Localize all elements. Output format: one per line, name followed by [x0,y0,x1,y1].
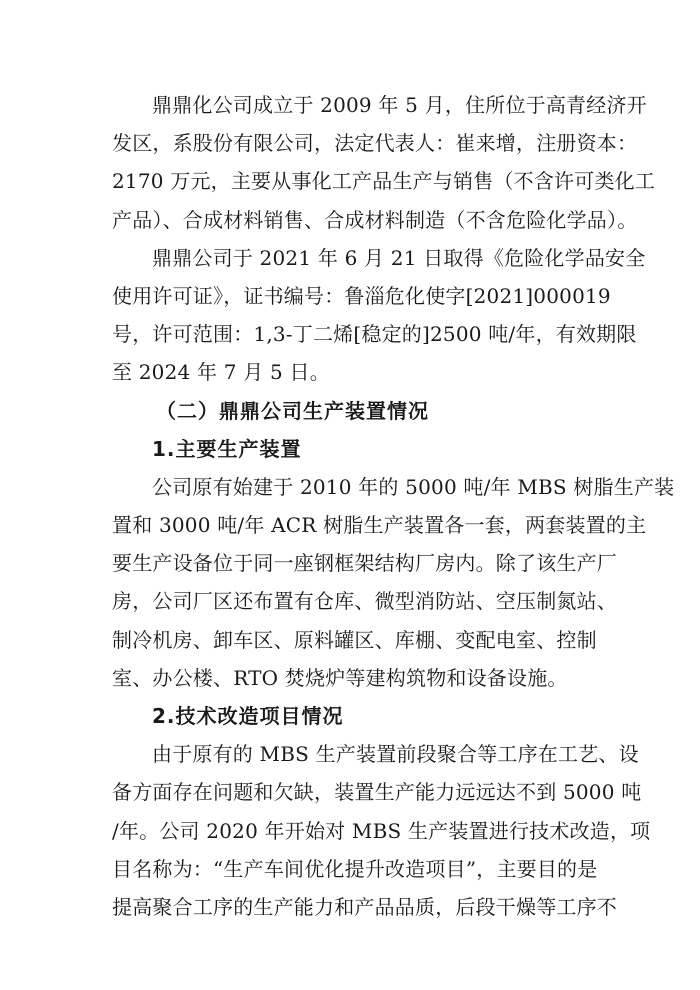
text-line: 鼎鼎化公司成立于 2009 年 5 月，住所位于高青经济开 [152,93,647,117]
paragraph-renovation-info [112,735,651,926]
text-line: 发区，系股份有限公司，法定代表人：崔来增，注册资本： [112,131,638,156]
subheading-main-equipment: 1.主要生产装置 [152,436,302,461]
text-line: 号，许可范围：1,3-丁二烯[稳定的]2500 吨/年，有效期限 [112,322,637,347]
text-line: 至 2024 年 7 月 5 日。 [112,360,330,385]
paragraph-equipment-info [112,468,675,697]
text-line: 鼎鼎公司于 2021 年 6 月 21 日取得《危险化学品安全 [152,245,646,270]
text-line: 室、办公楼、RTO 焚烧炉等建构筑物和设备设施。 [112,665,568,690]
subheading-renovation-project: 2.技术改造项目情况 [152,704,344,728]
text-line: 备方面存在问题和欠缺，装置生产能力远远达不到 5000 吨 [112,780,642,805]
text-line: 要生产设备位于同一座钢框架结构厂房内。除了该生产厂 [112,551,617,576]
text-line: 使用许可证》，证书编号：鲁淄危化使字[2021]000019 [112,283,611,308]
text-line: 房，公司厂区还布置有仓库、微型消防站、空压制氮站、 [112,589,617,614]
section-heading: （二）鼎鼎公司生产装置情况 [156,398,429,423]
document-body [112,86,675,926]
paragraph-company-info [112,86,656,239]
text-line: /年。公司 2020 年开始对 MBS 生产装置进行技术改造，项 [112,818,651,843]
text-line: 置和 3000 吨/年 ACR 树脂生产装置各一套，两套装置的主 [112,513,647,538]
text-line: 2170 万元，主要从事化工产品生产与销售（不含许可类化工 [112,169,656,194]
text-line: 制冷机房、卸车区、原料罐区、库棚、变配电室、控制 [112,627,597,652]
text-line: 由于原有的 MBS 生产装置前段聚合等工序在工艺、设 [152,742,639,767]
text-line: 产品）、合成材料销售、合成材料制造（不含危险化学品）。 [112,207,638,232]
text-line: 目名称为：“生产车间优化提升改造项目”，主要目的是 [112,856,598,881]
text-line: 公司原有始建于 2010 年的 5000 吨/年 MBS 树脂生产装 [152,474,675,499]
paragraph-license-info [112,239,646,392]
text-line: 提高聚合工序的生产能力和产品品质，后段干燥等工序不 [112,894,617,919]
